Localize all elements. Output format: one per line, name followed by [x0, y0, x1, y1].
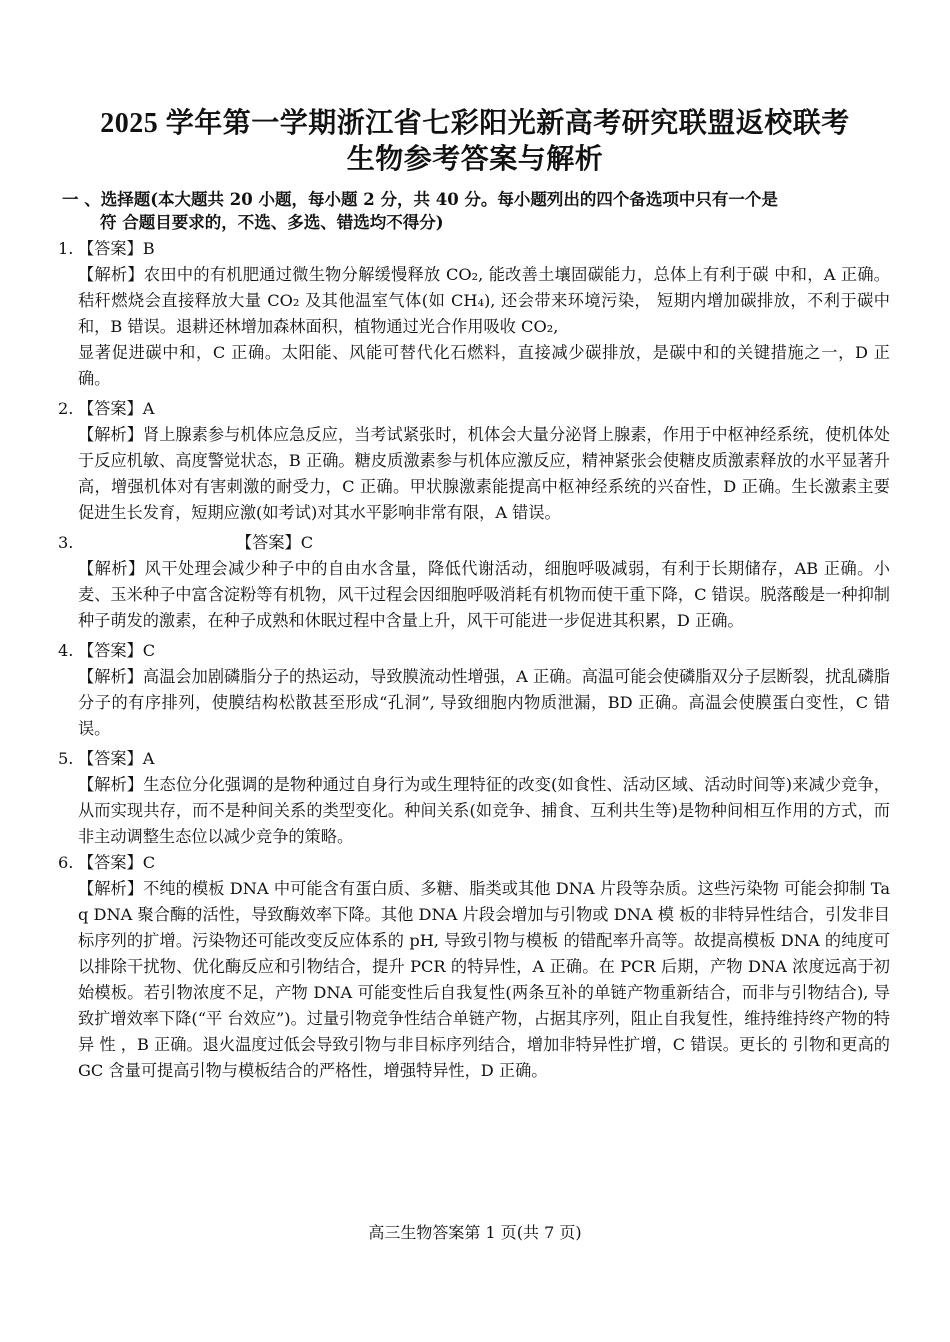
answer-key: 【答案】A	[78, 749, 155, 768]
explanation-paragraph: 【解析】生态位分化强调的是物种通过自身行为或生理特征的改变(如食性、活动区域、活动时间等)来减少竞争，从而实现共存，而不是种间关系的类型变化。种间关系(如竞争、捕食、互利共生等)是物种间相互作用的方式，而非主动调整生态位以减少竞争的策略。	[78, 775, 890, 846]
question-block	[58, 638, 890, 742]
explanation	[58, 772, 890, 850]
explanation	[58, 262, 890, 392]
question-number: 6.	[58, 853, 74, 872]
question-block	[58, 746, 890, 850]
section-heading-line-1: 一 、选择题(本大题共 20 小题，每小题 2 分，共 40 分。每小题列出的四个备选项中只有一个是	[62, 190, 778, 209]
explanation-paragraph: 【解析】不纯的模板 DNA 中可能含有蛋白质、多糖、脂类或其他 DNA 片段等杂质。这些污染物 可能会抑制 Taq DNA 聚合酶的活性，导致酶效率下降。其他 DNA 片段会增加与引物或 DNA 模 板的非特异性结合，引发非目标序列的扩增。污染物还可能改变反应体系的 pH, 导致引物与模板 的错配率升高等。故提高模板 DNA 的纯度可以排除干扰物、优化酶反应和引物结合，提升 PCR 的特异性，A 正确。在 PCR 后期，产物 DNA 浓度远高于初始模板。若引物浓度不足，产物 DNA 可能变性后自我复性(两条互补的单链产物重新结合，而非与引物结合), 导致扩增效率下降(“平 台效应”)。过量引物竞争性结合单链产物，占据其序列，阻止自我复性，维持维持终产物的特异 性 ，B 正确。退火温度过低会导致引物与非目标序列结合，增加非特异性扩增，C 错误。更长的 引物和更高的 GC 含量可提高引物与模板结合的严格性，增强特异性，D 正确。	[78, 879, 890, 1080]
answer-line	[58, 530, 890, 556]
document-subtitle: 生物参考答案与解析	[346, 144, 604, 175]
explanation-paragraph: 【解析】农田中的有机肥通过微生物分解缓慢释放 CO₂, 能改善土壤固碳能力，总体上有利于碳 中和，A 正确。秸秆燃烧会直接释放大量 CO₂ 及其他温室气体(如 CH₄), 还会带来环境污染， 短期内增加碳排放，不利于碳中和，B 错误。退耕还林增加森林面积，植物通过光合作用吸收 CO₂,	[78, 265, 890, 336]
explanation-paragraph: 【解析】风干处理会减少种子中的自由水含量，降低代谢活动，细胞呼吸减弱，有利于长期储存，AB 正确。小麦、玉米种子中富含淀粉等有机物，风干过程会因细胞呼吸消耗有机物而使干重下降，C 错误。脱落酸是一种抑制种子萌发的激素，在种子成熟和休眠过程中含量上升，风干可能进一步促进其积累，D 正确。	[78, 559, 890, 630]
answer-list	[58, 236, 890, 1084]
answer-key: 【答案】A	[78, 399, 155, 418]
explanation	[58, 876, 890, 1084]
explanation	[58, 664, 890, 742]
page-footer: 高三生物答案第 1 页(共 7 页)	[368, 1223, 582, 1242]
answer-line	[58, 396, 890, 422]
question-block	[58, 396, 890, 526]
section-heading-line-2: 符 合题目要求的，不选、多选、错选均不得分)	[100, 213, 444, 232]
answer-line	[58, 746, 890, 772]
answer-line	[58, 850, 890, 876]
explanation-paragraph: 【解析】高温会加剧磷脂分子的热运动，导致膜流动性增强，A 正确。高温可能会使磷脂双分子层断裂，扰乱磷脂分子的有序排列，使膜结构松散甚至形成“孔洞”, 导致细胞内物质泄漏，BD 正确。高温会使膜蛋白变性，C 错误。	[78, 667, 890, 738]
answer-key: 【答案】C	[236, 533, 314, 552]
answer-key: 【答案】B	[78, 239, 155, 258]
answer-key: 【答案】C	[78, 641, 156, 660]
question-number: 2.	[58, 399, 74, 418]
question-block	[58, 850, 890, 1084]
answer-key: 【答案】C	[78, 853, 156, 872]
question-block	[58, 236, 890, 392]
question-number: 1.	[58, 239, 74, 258]
answer-line	[58, 638, 890, 664]
explanation-paragraph: 【解析】肾上腺素参与机体应急反应，当考试紧张时，机体会大量分泌肾上腺素，作用于中枢神经系统，使机体处于反应机敏、高度警觉状态，B 正确。糖皮质激素参与机体应激反应，精神紧张会使糖皮质激素释放的水平显著升高，增强机体对有害刺激的耐受力，C 正确。甲状腺激素能提高中枢神经系统的兴奋性，D 正确。生长激素主要促进生长发育，短期应激(如考试)对其水平影响非常有限，A 错误。	[78, 425, 890, 522]
explanation	[58, 556, 890, 634]
question-number: 4.	[58, 641, 74, 660]
question-block	[58, 530, 890, 634]
document-title: 2025 学年第一学期浙江省七彩阳光新高考研究联盟返校联考	[100, 108, 850, 139]
question-number: 5.	[58, 749, 74, 768]
explanation	[58, 422, 890, 526]
explanation-paragraph: 显著促进碳中和，C 正确。太阳能、风能可替代化石燃料，直接减少碳排放，是碳中和的关键措施之一，D 正确。	[78, 343, 890, 388]
section-heading	[62, 188, 892, 234]
answer-line	[58, 236, 890, 262]
question-number: 3.	[58, 533, 74, 552]
